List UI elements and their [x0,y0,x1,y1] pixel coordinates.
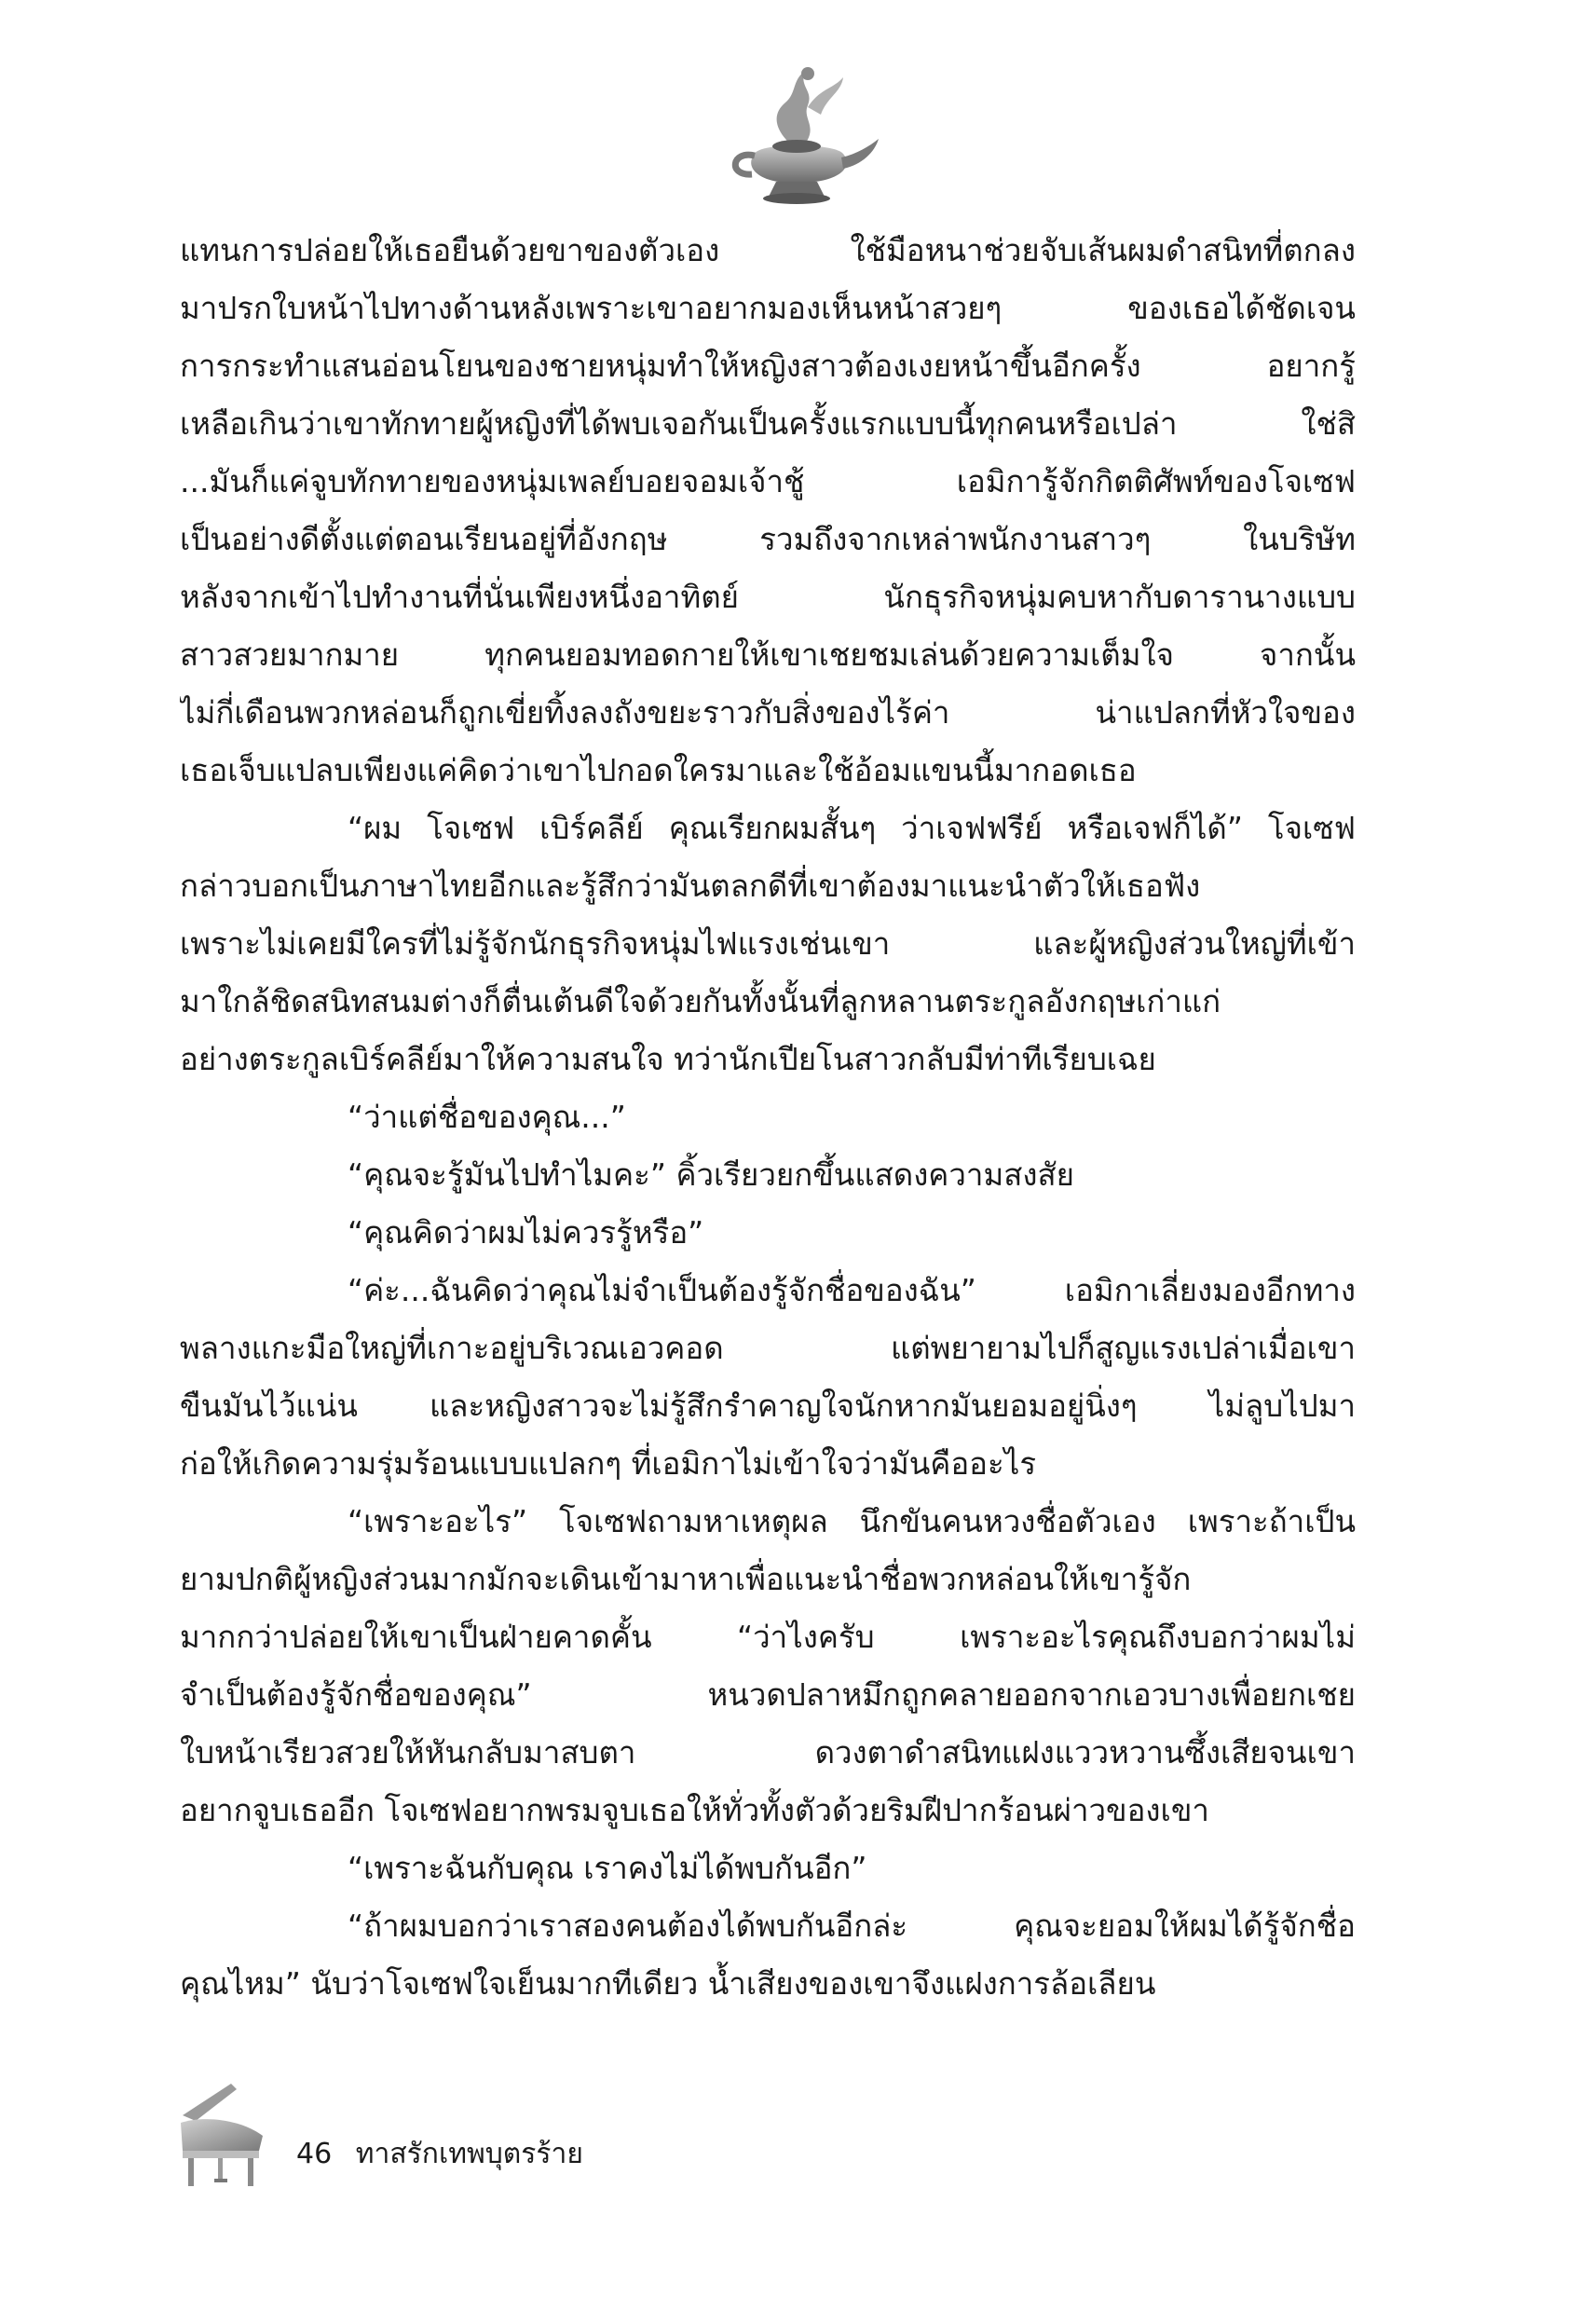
text-line: “ผม โจเซฟ เบิร์คลีย์ คุณเรียกผมสั้นๆ ว่าเจฟฟรีย์ หรือเจฟก็ได้” โจเซฟ [348,810,1356,846]
text-line: “คุณคิดว่าผมไม่ควรรู้หรือ” [348,1214,704,1251]
genie-lamp-icon [703,61,890,219]
text-line: จำเป็นต้องรู้จักชื่อของคุณ” หนวดปลาหมึกถูกคลายออกจากเอวบางเพื่อยกเชย [180,1676,1356,1713]
text-line: “ถ้าผมบอกว่าเราสองคนต้องได้พบกันอีกล่ะ คุณจะยอมให้ผมได้รู้จักชื่อ [348,1908,1356,1944]
text-line: “เพราะอะไร” โจเซฟถามหาเหตุผล นึกขันคนหวงชื่อตัวเอง เพราะถ้าเป็น [348,1503,1356,1539]
text-line: ขืนมันไว้แน่น และหญิงสาวจะไม่รู้สึกรำคาญใจนักหากมันยอมอยู่นิ่งๆ ไม่ลูบไปมา [180,1388,1356,1424]
text-line: ...มันก็แค่จูบทักทายของหนุ่มเพลย์บอยจอมเจ้าชู้ เอมิการู้จักกิตติศัพท์ของโจเซฟ [180,463,1356,499]
text-line: ใบหน้าเรียวสวยให้หันกลับมาสบตา ดวงตาดำสนิทแฝงแววหวานซึ้งเสียจนเขา [180,1734,1356,1771]
text-line: หลังจากเข้าไปทำงานที่นั่นเพียงหนึ่งอาทิตย์ นักธุรกิจหนุ่มคบหากับดารานางแบบ [180,579,1356,615]
text-line: เพราะไม่เคยมีใครที่ไม่รู้จักนักธุรกิจหนุ่มไฟแรงเช่นเขา และผู้หญิงส่วนใหญ่ที่เข้า [180,925,1356,962]
text-line: สาวสวยมากมาย ทุกคนยอมทอดกายให้เขาเชยชมเล่นด้วยความเต็มใจ จากนั้น [180,636,1356,673]
text-line: ก่อให้เกิดความรุ่มร้อนแบบแปลกๆ ที่เอมิกาไม่เข้าใจว่ามันคืออะไร [180,1445,1037,1482]
text-line: เหลือเกินว่าเขาทักทายผู้หญิงที่ได้พบเจอกันเป็นครั้งแรกแบบนี้ทุกคนหรือเปล่า ใช่สิ [180,405,1356,442]
text-line: มาใกล้ชิดสนิทสนมต่างก็ตื่นเต้นดีใจด้วยกันทั้งนั้นที่ลูกหลานตระกูลอังกฤษเก่าแก่ [180,983,1221,1019]
text-line: ยามปกติผู้หญิงส่วนมากมักจะเดินเข้ามาหาเพื่อแนะนำชื่อพวกหล่อนให้เขารู้จัก [180,1561,1192,1597]
text-line: การกระทำแสนอ่อนโยนของชายหนุ่มทำให้หญิงสาวต้องเงยหน้าขึ้นอีกครั้ง อยากรู้ [180,348,1356,384]
book-title: ทาสรักเทพบุตรร้าย [355,2138,583,2170]
text-line: เธอเจ็บแปลบเพียงแค่คิดว่าเขาไปกอดใครมาและใช้อ้อมแขนนี้มากอดเธอ [180,752,1137,788]
text-line: “คุณจะรู้มันไปทำไมคะ” คิ้วเรียวยกขึ้นแสดงความสงสัย [348,1156,1074,1193]
text-line: “เพราะฉันกับคุณ เราคงไม่ได้พบกันอีก” [348,1850,867,1886]
text-line: แทนการปล่อยให้เธอยืนด้วยขาของตัวเอง ใช้มือหนาช่วยจับเส้นผมดำสนิทที่ตกลง [180,232,1356,268]
text-line: เป็นอย่างดีตั้งแต่ตอนเรียนอยู่ที่อังกฤษ รวมถึงจากเหล่าพนักงานสาวๆ ในบริษัท [180,521,1356,557]
page-footer [175,2078,734,2218]
text-line: อยากจูบเธออีก โจเซฟอยากพรมจูบเธอให้ทั่วทั้งตัวด้วยริมฝีปากร้อนผ่าวของเขา [180,1792,1209,1828]
text-line: กล่าวบอกเป็นภาษาไทยอีกและรู้สึกว่ามันตลกดีที่เขาต้องมาแนะนำตัวให้เธอฟัง [180,868,1201,904]
text-line: “ค่ะ...ฉันคิดว่าคุณไม่จำเป็นต้องรู้จักชื่อของฉัน” เอมิกาเลี่ยงมองอีกทาง [348,1272,1356,1308]
text-line: คุณไหม” นับว่าโจเซฟใจเย็นมากทีเดียว น้ำเสียงของเขาจึงแฝงการล้อเลียน [180,1965,1156,2002]
text-line: “ว่าแต่ชื่อของคุณ...” [348,1099,626,1135]
text-line: พลางแกะมือใหญ่ที่เกาะอยู่บริเวณเอวคอด แต่พยายามไปก็สูญแรงเปล่าเมื่อเขา [180,1330,1356,1366]
chapter-body-text [180,222,1356,2013]
page-number: 46 [296,2138,333,2170]
grand-piano-icon [175,2078,268,2192]
page-folio [296,2132,598,2176]
text-line: มาปรกใบหน้าไปทางด้านหลังเพราะเขาอยากมองเห็นหน้าสวยๆ ของเธอได้ชัดเจน [180,290,1356,326]
text-line: มากกว่าปล่อยให้เขาเป็นฝ่ายคาดคั้น “ว่าไงครับ เพราะอะไรคุณถึงบอกว่าผมไม่ [180,1619,1356,1655]
text-line: อย่างตระกูลเบิร์คลีย์มาให้ความสนใจ ทว่านักเปียโนสาวกลับมีท่าทีเรียบเฉย [180,1041,1156,1077]
text-line: ไม่กี่เดือนพวกหล่อนก็ถูกเขี่ยทิ้งลงถังขยะราวกับสิ่งของไร้ค่า น่าแปลกที่หัวใจของ [180,694,1356,731]
